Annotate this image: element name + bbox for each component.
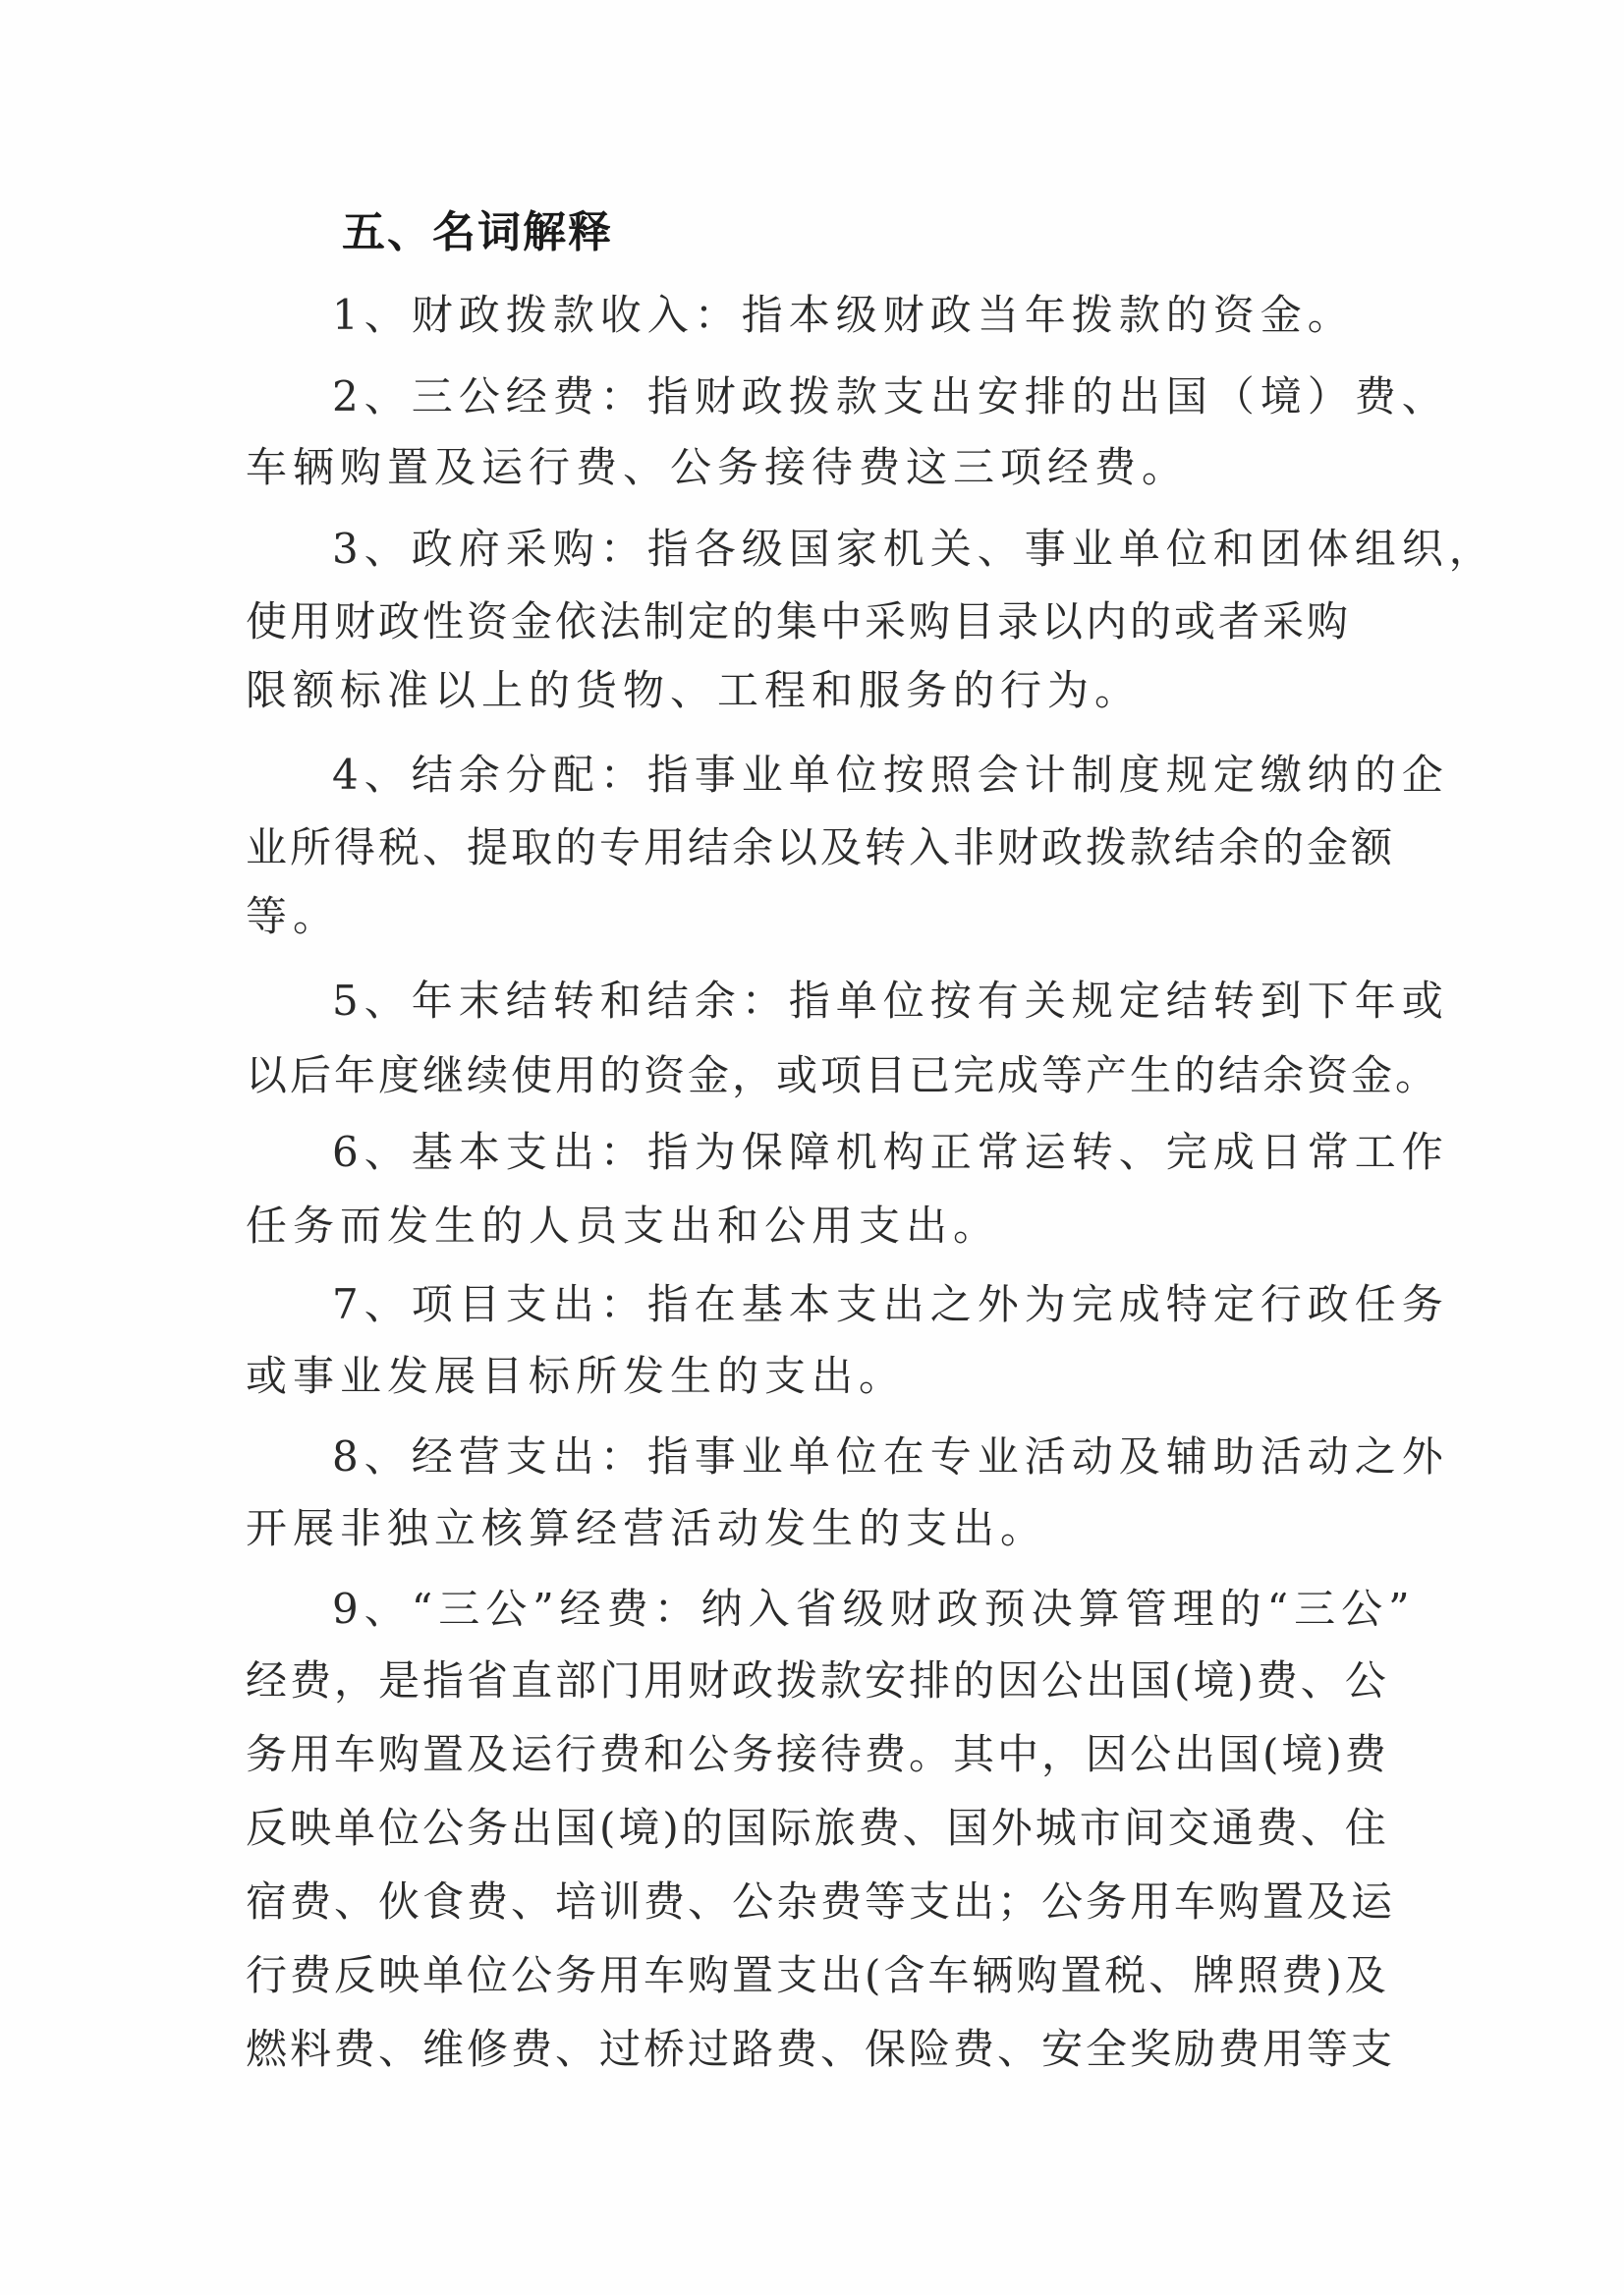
text-line: 行费反映单位公务用车购置支出(含车辆购置税、牌照费)及 <box>246 1951 1389 1999</box>
text-line: 或事业发展目标所发生的支出。 <box>246 1352 907 1400</box>
text-line: 6、基本支出：指为保障机构正常运转、完成日常工作 <box>332 1128 1449 1176</box>
text-line: 8、经营支出：指事业单位在专业活动及辅助活动之外 <box>332 1432 1449 1481</box>
text-line: 5、年末结转和结余：指单位按有关规定结转到下年或 <box>332 977 1449 1025</box>
text-line: 使用财政性资金依法制定的集中采购目录以内的或者采购 <box>246 597 1352 645</box>
text-line: 2、三公经费：指财政拨款支出安排的出国（境）费、 <box>332 372 1449 420</box>
text-line: 车辆购置及运行费、公务接待费这三项经费。 <box>246 443 1190 491</box>
text-line: 3、政府采购：指各级国家机关、事业单位和团体组织， <box>332 525 1496 573</box>
text-line: 以后年度继续使用的资金，或项目已完成等产生的结余资金。 <box>246 1051 1440 1099</box>
text-line: 9、“三公”经费：纳入省级财政预决算管理的“三公” <box>332 1585 1416 1633</box>
section-heading: 五、名词解释 <box>342 207 613 257</box>
text-line: 宿费、伙食费、培训费、公杂费等支出；公务用车购置及运 <box>246 1877 1396 1926</box>
text-line: 1、财政拨款收入：指本级财政当年拨款的资金。 <box>332 291 1355 339</box>
text-line: 燃料费、维修费、过桥过路费、保险费、安全奖励费用等支 <box>246 2025 1396 2073</box>
text-line: 等。 <box>246 892 341 940</box>
text-line: 反映单位公务出国(境)的国际旅费、国外城市间交通费、住 <box>246 1804 1389 1852</box>
text-line: 经费，是指省直部门用财政拨款安排的因公出国(境)费、公 <box>246 1656 1389 1705</box>
text-line: 4、结余分配：指事业单位按照会计制度规定缴纳的企 <box>332 751 1449 799</box>
text-line: 业所得税、提取的专用结余以及转入非财政拨款结余的金额 <box>246 823 1396 871</box>
text-line: 开展非独立核算经营活动发生的支出。 <box>246 1504 1048 1552</box>
text-line: 务用车购置及运行费和公务接待费。其中，因公出国(境)费 <box>246 1730 1389 1778</box>
text-line: 限额标准以上的货物、工程和服务的行为。 <box>246 666 1143 714</box>
text-line: 7、项目支出：指在基本支出之外为完成特定行政任务 <box>332 1280 1449 1328</box>
text-line: 任务而发生的人员支出和公用支出。 <box>246 1202 1001 1250</box>
